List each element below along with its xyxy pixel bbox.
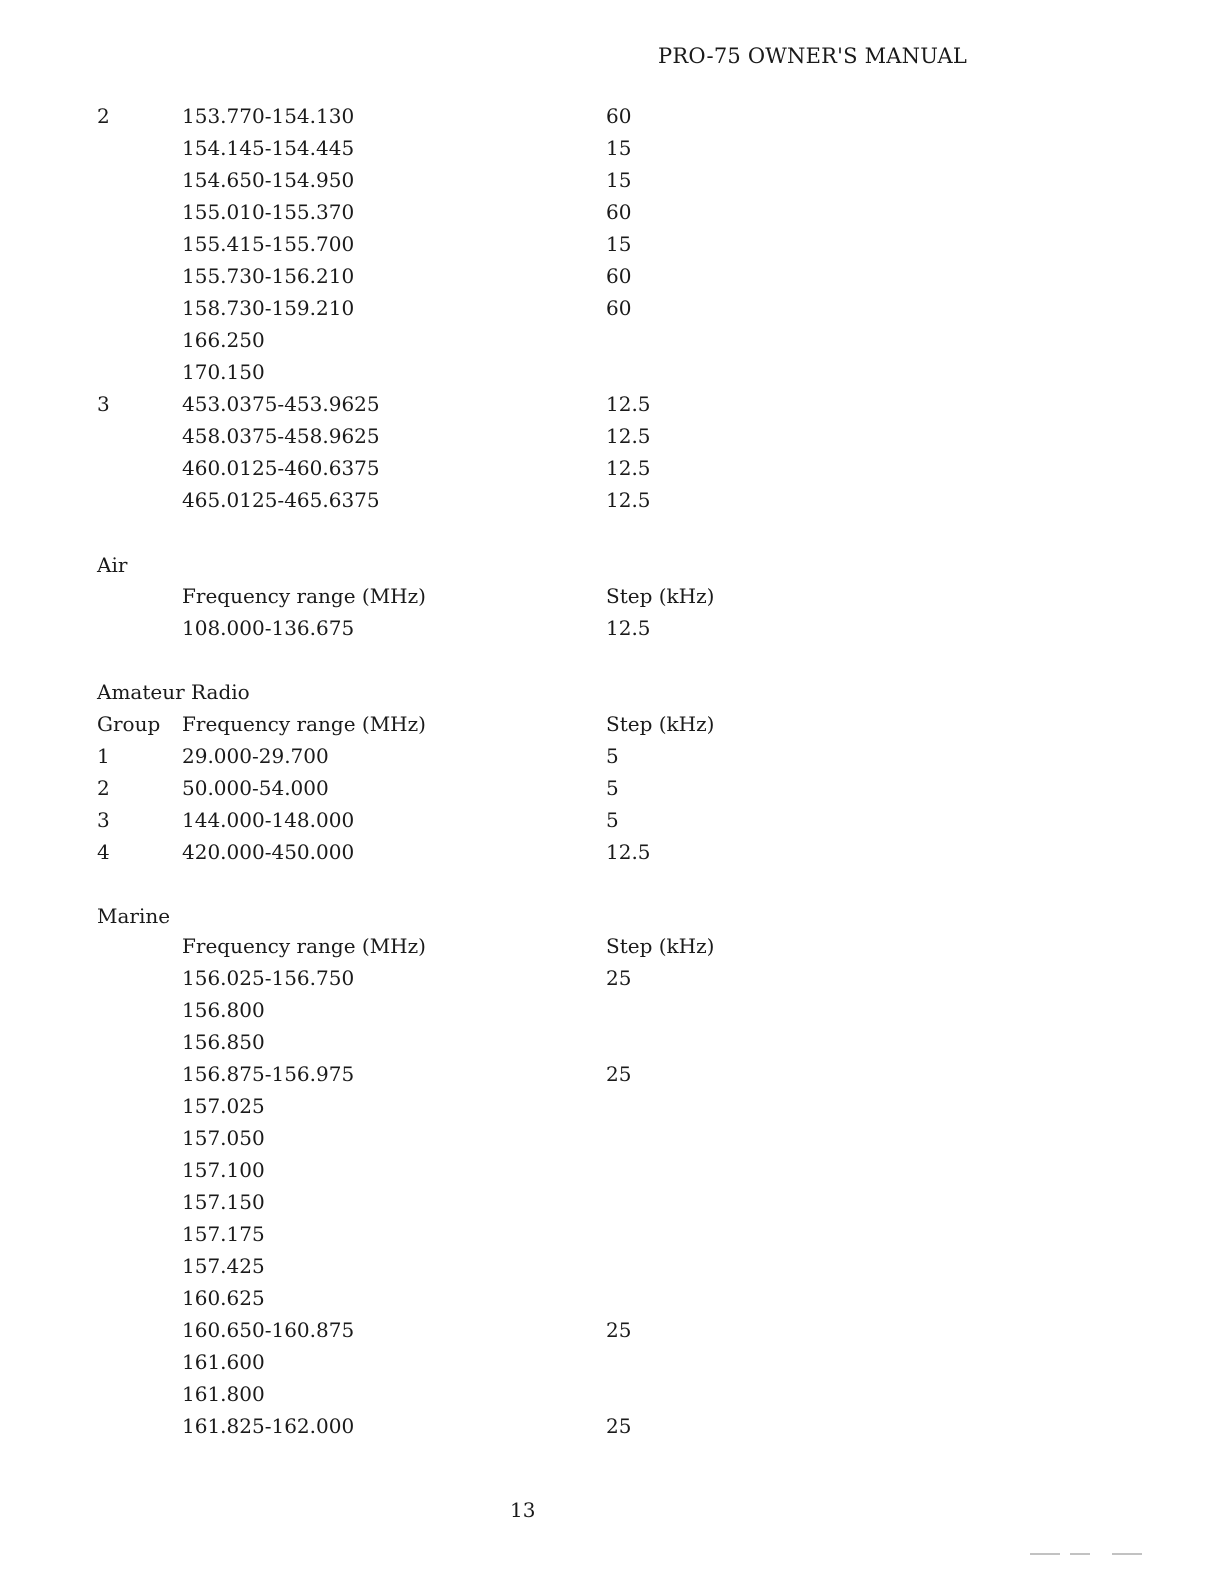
- range-cell: 157.025: [182, 1094, 265, 1118]
- range-column-header: Frequency range (MHz): [182, 934, 426, 958]
- step-cell: 25: [606, 1062, 632, 1086]
- table-row: [0, 1062, 1224, 1094]
- step-cell: 25: [606, 1414, 632, 1438]
- range-cell: 158.730-159.210: [182, 296, 355, 320]
- range-cell: 108.000-136.675: [182, 616, 355, 640]
- step-cell: 60: [606, 200, 632, 224]
- scan-artifact: [1070, 1553, 1090, 1555]
- range-cell: 155.730-156.210: [182, 264, 355, 288]
- table-row: [0, 296, 1224, 328]
- range-cell: 155.010-155.370: [182, 200, 355, 224]
- step-cell: 12.5: [606, 424, 651, 448]
- range-cell: 420.000-450.000: [182, 840, 355, 864]
- range-cell: 154.145-154.445: [182, 136, 355, 160]
- range-cell: 155.415-155.700: [182, 232, 355, 256]
- range-cell: 157.175: [182, 1222, 265, 1246]
- step-cell: 60: [606, 104, 632, 128]
- table-row: [0, 1190, 1224, 1222]
- table-row: [0, 808, 1224, 840]
- range-cell: 460.0125-460.6375: [182, 456, 380, 480]
- step-cell: 25: [606, 966, 632, 990]
- range-cell: 453.0375-453.9625: [182, 392, 380, 416]
- table-row: [0, 1350, 1224, 1382]
- range-cell: 156.025-156.750: [182, 966, 355, 990]
- page-header: PRO-75 OWNER'S MANUAL: [658, 44, 967, 68]
- range-cell: 154.650-154.950: [182, 168, 355, 192]
- range-cell: 50.000-54.000: [182, 776, 329, 800]
- table-row: [0, 456, 1224, 488]
- range-cell: 157.425: [182, 1254, 265, 1278]
- step-cell: 15: [606, 168, 632, 192]
- table-row: [0, 168, 1224, 200]
- table-row: [0, 840, 1224, 872]
- range-cell: 458.0375-458.9625: [182, 424, 380, 448]
- range-cell: 156.850: [182, 1030, 265, 1054]
- table-row: [0, 966, 1224, 998]
- group-cell: 3: [97, 392, 110, 416]
- page-number: 13: [510, 1498, 536, 1522]
- step-cell: 25: [606, 1318, 632, 1342]
- step-cell: 60: [606, 296, 632, 320]
- step-cell: 12.5: [606, 456, 651, 480]
- table-row: [0, 264, 1224, 296]
- table-row: [0, 744, 1224, 776]
- marine-header-row: [0, 934, 1224, 966]
- table-row: [0, 1318, 1224, 1350]
- air-header-row: [0, 584, 1224, 616]
- scan-artifact: [1112, 1553, 1142, 1555]
- step-cell: 5: [606, 744, 619, 768]
- table-row: [0, 1414, 1224, 1446]
- step-cell: 15: [606, 136, 632, 160]
- step-cell: 12.5: [606, 392, 651, 416]
- table-row: [0, 360, 1224, 392]
- group-cell: 1: [97, 744, 110, 768]
- group-column-header: Group: [97, 712, 161, 736]
- table-row: [0, 1254, 1224, 1286]
- table-row: [0, 1222, 1224, 1254]
- step-cell: 60: [606, 264, 632, 288]
- range-cell: 160.625: [182, 1286, 265, 1310]
- range-cell: 161.600: [182, 1350, 265, 1374]
- step-cell: 12.5: [606, 840, 651, 864]
- step-column-header: Step (kHz): [606, 584, 715, 608]
- step-cell: 5: [606, 776, 619, 800]
- range-cell: 144.000-148.000: [182, 808, 355, 832]
- amateur-header-row: [0, 712, 1224, 744]
- table-row: [0, 392, 1224, 424]
- range-cell: 156.800: [182, 998, 265, 1022]
- table-row: [0, 1030, 1224, 1062]
- table-row: [0, 328, 1224, 360]
- range-cell: 157.100: [182, 1158, 265, 1182]
- range-cell: 160.650-160.875: [182, 1318, 355, 1342]
- group-cell: 2: [97, 776, 110, 800]
- table-row: [0, 136, 1224, 168]
- marine-section-title: Marine: [97, 904, 171, 928]
- air-section-title: Air: [97, 553, 128, 577]
- step-column-header: Step (kHz): [606, 712, 715, 736]
- table-row: [0, 998, 1224, 1030]
- group-cell: 4: [97, 840, 110, 864]
- range-cell: 170.150: [182, 360, 265, 384]
- range-cell: 161.825-162.000: [182, 1414, 355, 1438]
- range-cell: 153.770-154.130: [182, 104, 355, 128]
- table-row: [0, 488, 1224, 520]
- group-cell: 2: [97, 104, 110, 128]
- range-cell: 29.000-29.700: [182, 744, 329, 768]
- range-cell: 166.250: [182, 328, 265, 352]
- table-row: [0, 1158, 1224, 1190]
- amateur-section-title: Amateur Radio: [97, 680, 250, 704]
- table-row: [0, 1094, 1224, 1126]
- step-cell: 15: [606, 232, 632, 256]
- range-column-header: Frequency range (MHz): [182, 584, 426, 608]
- range-cell: 465.0125-465.6375: [182, 488, 380, 512]
- table-row: [0, 1126, 1224, 1158]
- range-cell: 157.150: [182, 1190, 265, 1214]
- step-cell: 5: [606, 808, 619, 832]
- table-row: [0, 424, 1224, 456]
- range-column-header: Frequency range (MHz): [182, 712, 426, 736]
- table-row: [0, 1382, 1224, 1414]
- step-cell: 12.5: [606, 616, 651, 640]
- step-cell: 12.5: [606, 488, 651, 512]
- group-cell: 3: [97, 808, 110, 832]
- table-row: [0, 232, 1224, 264]
- step-column-header: Step (kHz): [606, 934, 715, 958]
- table-row: [0, 616, 1224, 648]
- range-cell: 156.875-156.975: [182, 1062, 355, 1086]
- range-cell: 157.050: [182, 1126, 265, 1150]
- table-row: [0, 776, 1224, 808]
- table-row: [0, 1286, 1224, 1318]
- table-row: [0, 104, 1224, 136]
- table-row: [0, 200, 1224, 232]
- scan-artifact: [1030, 1553, 1060, 1555]
- range-cell: 161.800: [182, 1382, 265, 1406]
